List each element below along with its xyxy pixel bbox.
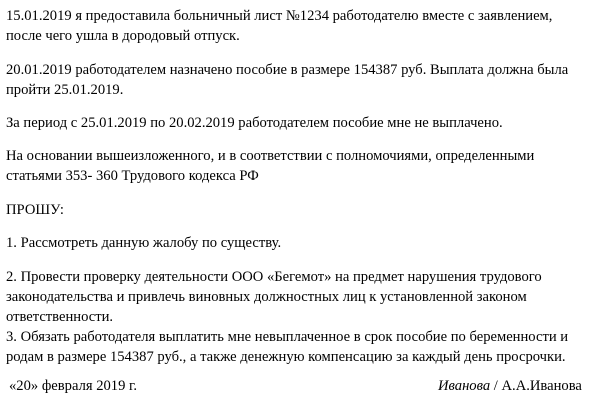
request-item-2 [6, 267, 596, 327]
signature-block [438, 376, 582, 396]
text-line: законодательства и привлечь виновных должностных лиц к установленной законом [6, 289, 527, 305]
text-line: статьями 353- 360 Трудового кодекса РФ [6, 168, 259, 184]
text-line: На основании вышеизложенного, и в соответствии с полномочиями, определенными [6, 148, 535, 164]
request-item-1 [6, 233, 596, 253]
text-line: родам в размере 154387 руб., а также денежную компенсацию за каждый день просрочки. [6, 349, 566, 365]
text-line: 2. Провести проверку деятельности ООО «Бегемот» на предмет нарушения трудового [6, 269, 542, 285]
signature-separator: / [490, 378, 502, 394]
text-line: 20.01.2019 работодателем назначено пособие в размере 154387 руб. Выплата должна была [6, 62, 569, 78]
request-item-3 [6, 327, 596, 367]
signature-name: А.А.Иванова [501, 378, 582, 394]
text-line: За период с 25.01.2019 по 20.02.2019 работодателем пособие мне не выплачено. [6, 115, 503, 131]
paragraph-not-paid [6, 113, 596, 133]
text-line: ответственности. [6, 309, 114, 325]
text-line: 15.01.2019 я предоставила больничный лист №1234 работодателю вместе с заявлением, [6, 8, 553, 24]
complaint-document [6, 6, 596, 381]
paragraph-request-heading [6, 200, 596, 220]
paragraph-benefit-assigned [6, 60, 596, 100]
document-footer [0, 376, 600, 396]
request-heading: ПРОШУ: [6, 202, 64, 218]
text-line: 3. Обязать работодателя выплатить мне невыплаченное в срок пособие по беременности и [6, 329, 569, 345]
paragraph-legal-basis [6, 146, 596, 186]
paragraph-sick-leave [6, 6, 596, 46]
text-line: 1. Рассмотреть данную жалобу по существу. [6, 235, 282, 251]
text-line: пройти 25.01.2019. [6, 82, 124, 98]
document-date: «20» февраля 2019 г. [9, 378, 138, 394]
signature-handwritten: Иванова [438, 378, 491, 394]
text-line: после чего ушла в дородовый отпуск. [6, 28, 240, 44]
